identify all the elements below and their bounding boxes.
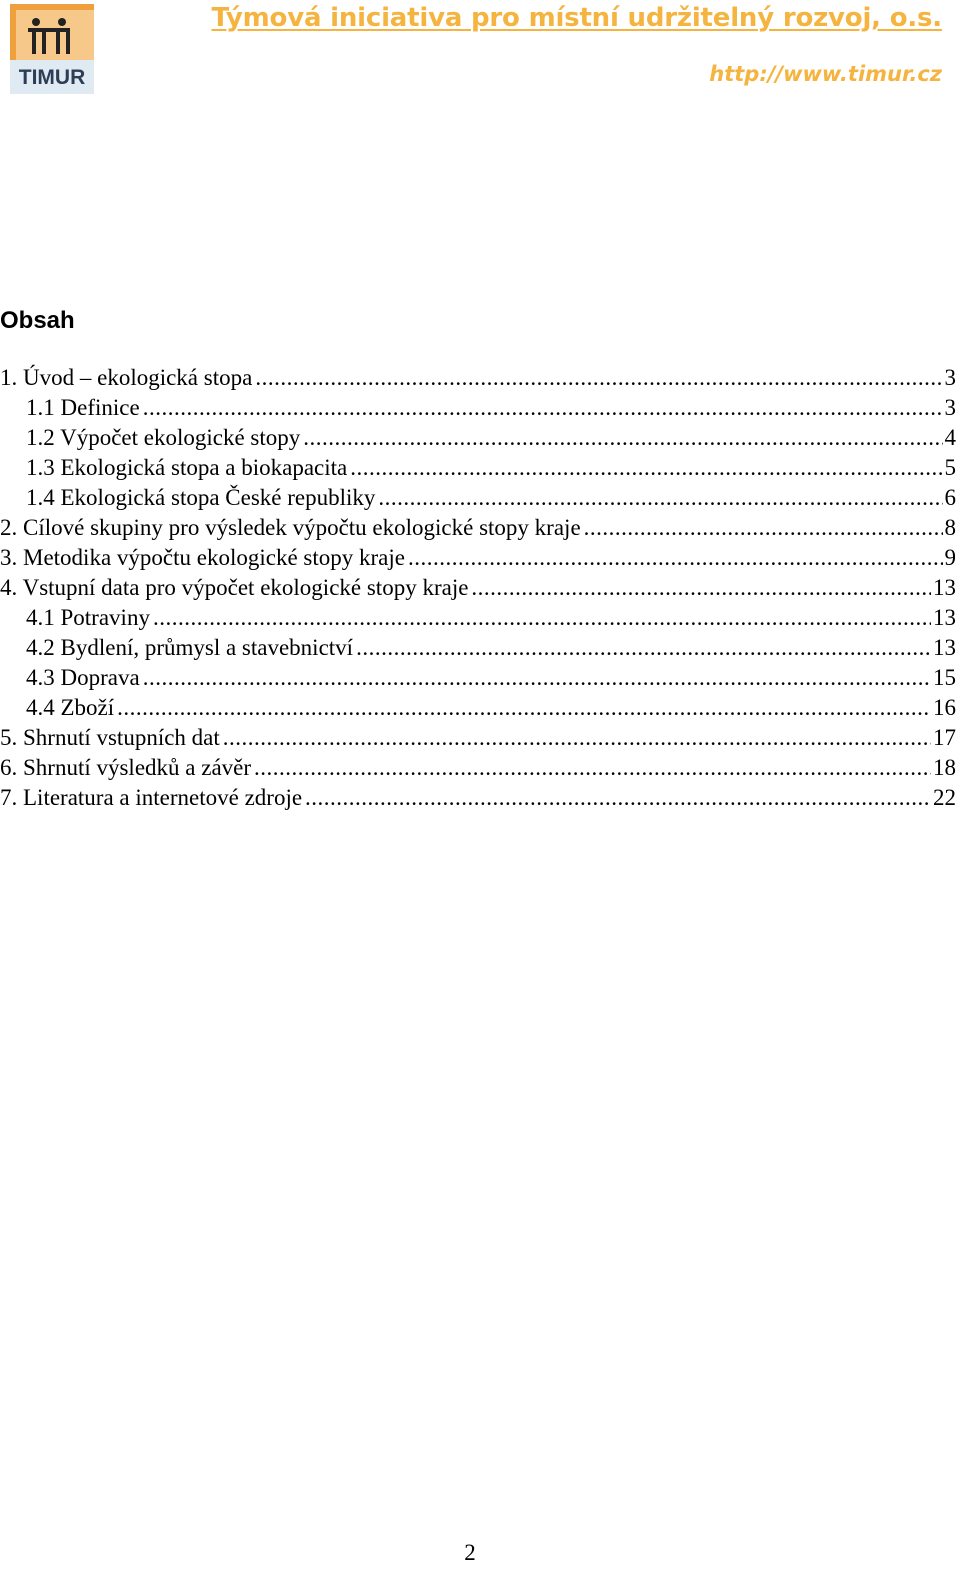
toc-dot-leader: [143, 393, 943, 423]
toc-entry-label[interactable]: 7. Literatura a internetové zdroje: [0, 785, 303, 810]
toc-entry-page: 3: [944, 365, 956, 390]
toc-dot-leader: [153, 603, 931, 633]
toc-entry-label[interactable]: 4.1 Potraviny: [26, 605, 150, 630]
page-number: 2: [464, 1540, 476, 1565]
toc-entry-label[interactable]: 1.2 Výpočet ekologické stopy: [26, 425, 301, 450]
toc-dot-leader: [255, 363, 942, 393]
toc-dot-leader: [254, 753, 931, 783]
toc-entry-page: 3: [944, 395, 956, 420]
toc-heading: Obsah: [0, 307, 75, 334]
toc-dot-leader: [305, 783, 931, 813]
toc-entry-page: 18: [933, 755, 956, 780]
toc-entry-page: 9: [944, 545, 956, 570]
toc-entry-label[interactable]: 1.3 Ekologická stopa a biokapacita: [26, 455, 348, 480]
toc-entry-label[interactable]: 4.2 Bydlení, průmysl a stavebnictví: [26, 635, 354, 660]
toc-dot-leader: [303, 423, 942, 453]
toc-dot-leader: [143, 663, 931, 693]
toc-entry-page: 4: [944, 425, 956, 450]
toc-dot-leader: [378, 483, 942, 513]
toc-entry-page: 13: [933, 575, 956, 600]
toc-dot-leader: [471, 573, 931, 603]
toc-dot-leader: [350, 453, 942, 483]
toc-dot-leader: [584, 513, 943, 543]
toc-dot-leader: [223, 723, 931, 753]
toc-entry[interactable]: [0, 783, 956, 813]
toc-entry[interactable]: [0, 693, 956, 723]
table-of-contents: [0, 363, 956, 813]
toc-entry[interactable]: [0, 363, 956, 393]
organization-url[interactable]: http://www.timur.cz: [709, 62, 942, 86]
toc-dot-leader: [356, 633, 931, 663]
toc-entry-page: 8: [944, 515, 956, 540]
organization-title: Týmová iniciativa pro místní udržitelný rozvoj, o.s.: [211, 3, 942, 33]
toc-entry-page: 22: [933, 785, 956, 810]
toc-entry[interactable]: [0, 753, 956, 783]
toc-entry-page: 13: [933, 635, 956, 660]
toc-entry[interactable]: [0, 723, 956, 753]
toc-entry[interactable]: [0, 543, 956, 573]
toc-entry-label[interactable]: 6. Shrnutí výsledků a závěr: [0, 755, 252, 780]
toc-entry-page: 17: [933, 725, 956, 750]
toc-entry-label[interactable]: 1.4 Ekologická stopa České republiky: [26, 485, 376, 510]
toc-entry[interactable]: [0, 603, 956, 633]
toc-entry-label[interactable]: 4.3 Doprava: [26, 665, 140, 690]
toc-entry[interactable]: [0, 423, 956, 453]
toc-entry[interactable]: [0, 453, 956, 483]
toc-entry-page: 16: [933, 695, 956, 720]
toc-entry-page: 13: [933, 605, 956, 630]
toc-entry-page: 5: [944, 455, 956, 480]
toc-entry[interactable]: [0, 633, 956, 663]
toc-entry-label[interactable]: 2. Cílové skupiny pro výsledek výpočtu ekologické stopy kraje: [0, 515, 581, 540]
toc-entry[interactable]: [0, 573, 956, 603]
toc-entry-page: 6: [944, 485, 956, 510]
timur-logo: [10, 4, 94, 94]
toc-entry[interactable]: [0, 483, 956, 513]
toc-entry-page: 15: [933, 665, 956, 690]
toc-entry-label[interactable]: 1.1 Definice: [26, 395, 140, 420]
toc-entry-label[interactable]: 4.4 Zboží: [26, 695, 115, 720]
toc-entry-label[interactable]: 5. Shrnutí vstupních dat: [0, 725, 220, 750]
logo-text: TIMUR: [18, 66, 86, 89]
toc-entry[interactable]: [0, 663, 956, 693]
toc-dot-leader: [117, 693, 931, 723]
toc-entry[interactable]: [0, 513, 956, 543]
toc-entry-label[interactable]: 1. Úvod – ekologická stopa: [0, 365, 253, 390]
toc-dot-leader: [408, 543, 943, 573]
toc-entry[interactable]: [0, 393, 956, 423]
toc-entry-label[interactable]: 4. Vstupní data pro výpočet ekologické stopy kraje: [0, 575, 469, 600]
toc-entry-label[interactable]: 3. Metodika výpočtu ekologické stopy kraje: [0, 545, 405, 570]
